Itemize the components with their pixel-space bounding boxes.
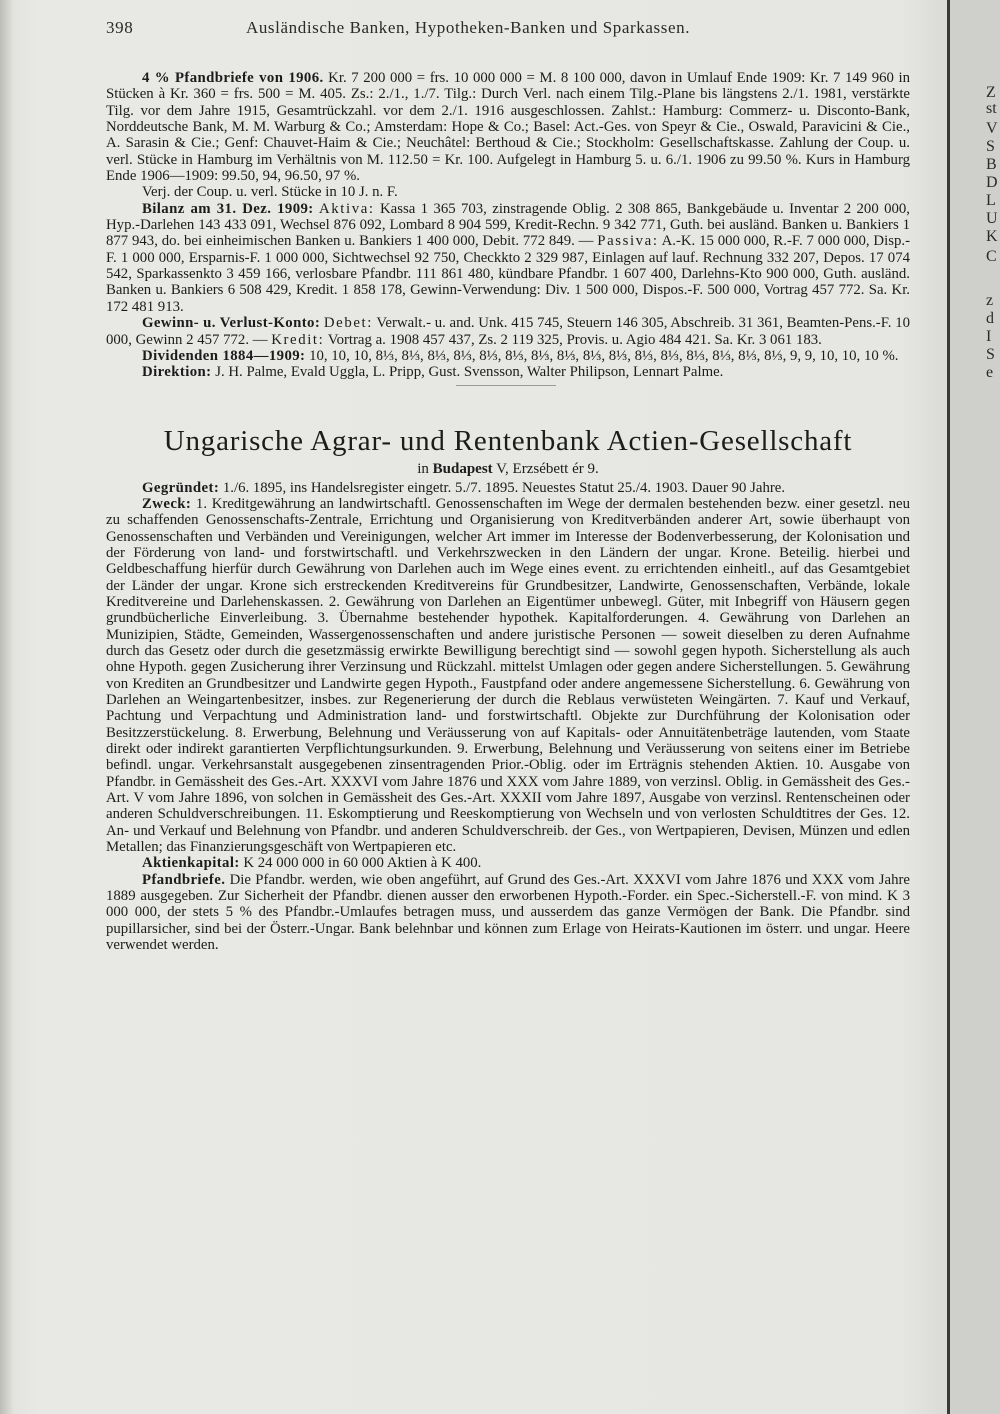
next-page-fragment: st: [986, 100, 997, 117]
debet-label: Debet:: [323, 315, 373, 332]
adjacent-page-edge: [950, 0, 1000, 1414]
guv-paragraph: [106, 315, 910, 348]
aktiva-label: Aktiva:: [319, 200, 375, 217]
dividenden-paragraph: [106, 348, 910, 364]
entry-location: [106, 460, 910, 478]
bilanz-paragraph: [106, 201, 910, 315]
gegruendet-text: 1./6. 1895, ins Handelsregister eingetr. 5./7. 1895. Neuestes Statut 25./4. 1903. Dauer 90 Jahre.: [219, 479, 786, 496]
direktion-label: Direktion:: [142, 364, 212, 381]
next-page-fragment: D: [986, 174, 998, 191]
pfandbriefe-text: Die Pfandbr. werden, wie oben angeführt, auf Grund des Ges.-Art. XXXVI vom Jahre 1876 und XXX vom Jahre 1889 ausgegeben. Zur Sicherheit der Pfandbr. dienen ausser den erworbenen Hypoth.-Forder. ein Spec.-Sicherstell.-F. von mind. K 3 000 000, der stets 5 % des Pfandbr.-Umlaufes betragen muss, und ausserdem das ganze Vermögen der Bank. Die Pfandbr. sind pupillarsicher, sind bei der Österr.-Ungar. Bank belehnbar und können zum Erlage von Heirats-Kautionen im österr. und ungar. Heere verwendet werden.: [106, 871, 910, 954]
aktienkapital-paragraph: [106, 855, 910, 871]
next-page-fragment: Z: [986, 84, 996, 101]
running-title: Ausländische Banken, Hypotheken-Banken und Sparkassen.: [245, 18, 691, 37]
next-page-fragment: L: [986, 192, 996, 209]
next-page-fragment: V: [986, 120, 998, 137]
next-page-fragment: B: [986, 156, 997, 173]
aktienkapital-text: K 24 000 000 in 60 000 Aktien à K 400.: [239, 855, 482, 872]
zweck-label: Zweck:: [142, 495, 192, 512]
guv-label: Gewinn- u. Verlust-Konto:: [142, 315, 321, 332]
pfandbriefe-1906-label: 4 % Pfandbriefe von 1906.: [142, 70, 324, 86]
gegruendet-paragraph: [106, 480, 910, 496]
dividenden-label: Dividenden 1884—1909:: [142, 347, 306, 364]
page-header: [106, 18, 910, 38]
section-divider: [456, 385, 556, 386]
aktiva-text: Kassa 1 365 703, zinstragende Oblig. 2 308 865, Bankgebäude u. Inventar 2 200 000, Hyp.-Darlehen 143 433 091, Wechsel 876 092, Lombard 8 904 599, Kredit-Rechn. 9 342 771, Guth. bei ausländ. Banken u. Bankiers 1 877 943, do. bei einheimischen Banken u. Bankiers 1 400 000, Debit. 772 849. —: [106, 200, 910, 250]
next-page-fragment: U: [986, 210, 998, 227]
location-prefix: in: [417, 460, 433, 477]
next-page-fragment: I: [986, 328, 992, 345]
next-page-fragment: e: [986, 364, 994, 381]
kredit-text: Vortrag a. 1908 457 437, Zs. 2 119 325, Provis. u. Agio 484 421. Sa. Kr. 3 061 183.: [324, 331, 822, 348]
pfandbriefe-1906-text: Kr. 7 200 000 = frs. 10 000 000 = M. 8 100 000, davon in Umlauf Ende 1909: Kr. 7 149 960 in Stücken à Kr. 360 = frs. 500 = M. 405. Zs.: 2./1., 1./7. Tilg.: Durch Verl. nach einem Tilg.-Plane bis längstens 2./1. 1981, verstärkte Tilg. vor dem Jahre 1915, Gesamtrückzahl. vor dem 2./1. 1916 ausgeschlossen. Zahlst.: Hamburg: Commerz- u. Disconto-Bank, Norddeutsche Bank, M. M. Warburg & Co.; Amsterdam: Hope & Co.; Basel: Act.-Ges. von Speyr & Cie., Oswald, Paravicini & Cie., A. Sarasin & Cie.; Genf: Chauvet-Haim & Cie.; Neuchâtel: Berthoud & Cie.; Stockholm: Gesellschaftskasse. Zahlung der Coup. u. verl. Stücke in Hamburg im Verhältnis von M. 112.50 = Kr. 100. Aufgelegt in Hamburg 5. u. 6./1. 1906 zu 99.50 %. Kurs in Hamburg Ende 1906—1909: 99.50, 94, 96.50, 97 %.: [106, 70, 910, 185]
direktion-paragraph: [106, 364, 910, 380]
next-page-fragment: S: [986, 138, 995, 155]
zweck-paragraph: [106, 496, 910, 856]
pfandbriefe-1906-paragraph: [106, 70, 910, 184]
passiva-text: A.-K. 15 000 000, R.-F. 7 000 000, Disp.-F. 1 000 000, Ersparnis-F. 1 000 000, Sichtwechsel 92 750, Checkkto 2 329 987, Einlagen auf lauf. Rechnung 332 207, Depos. 17 074 542, Sparkassenkto 3 459 166, verlosbare Pfandbr. 111 861 480, kündbare Pfandbr. 1 607 400, Darlehns-Kto 900 000, Guth. ausländ. Banken u. Bankiers 6 508 429, Kredit. 1 858 178, Gewinn-Verwendung: Div. 1 500 000, Dispos.-F. 500 000, Vortrag 457 772. Sa. Kr. 172 481 913.: [106, 233, 910, 315]
entry-title: Ungarische Agrar- und Rentenbank Actien-Gesellschaft: [163, 424, 853, 457]
next-page-fragment: C: [986, 248, 997, 265]
aktienkapital-label: Aktienkapital:: [142, 855, 240, 872]
verjaehrung-paragraph: Verj. der Coup. u. verl. Stücke in 10 J. n. F.: [142, 184, 398, 201]
debet-text: Verwalt.- u. and. Unk. 415 745, Steuern 146 305, Abschreib. 31 361, Beamten-Pens.-F. 10 000, Gewinn 2 457 772. —: [106, 315, 910, 348]
passiva-label: Passiva:: [597, 233, 659, 250]
dividenden-text: 10, 10, 10, 8⅓, 8⅓, 8⅓, 8⅓, 8⅓, 8⅓, 8⅓, 8⅓, 8⅓, 8⅓, 8⅓, 8⅓, 8⅓, 8⅓, 8⅓, 8⅓, 9, 9, 10, 10, 10 %.: [305, 347, 899, 364]
zweck-text: 1. Kreditgewährung an landwirtschaftl. Genossenschaften im Wege der dermalen bestehenden bezw. einer gesetzl. neu zu schaffenden Genossenschafts-Zentrale, Errichtung und Organisierung von Kreditverbänden anderer Art, sowie überhaupt von Genossenschaften und Verbänden und Vereinigungen, welcher Art immer im Interesse der Bodenverbesserung, der Kolonisation und der Förderung von land- und forstwirtschaftl. und Verkehrszwecken in den Ländern der ungar. Krone. Beteilig. hierbei und Geldbeschaffung hierfür durch Gewährung von Darlehen auch im Wege eines event. zu errichtenden einheitl., auf das Gesamtgebiet der Länder der ungar. Krone sich erstreckenden Kreditvereins für Grundbesitzer, Landwirte, Genossenschaften, Verbände, lokale Kreditvereine und Darlehenskassen. 2. Gewährung von Darlehen an Eigentümer unbewegl. Güter, mit Inbegriff von Häusern gegen grundbücherliche Einverleibung. 3. Übernahme bestehender hypothek. Kapitalforderungen. 4. Gewährung von Darlehen an Munizipien, Städte, Gemeinden, Wassergenossenschaften und andere juristische Personen — soweit dieselben zu deren Aufnahme durch das Gesetz oder durch die gesetzmässig erwirkte Bewilligung berechtigt sind — sowohl gegen hypoth. Sicherstellung als auch ohne Hypoth. gegen Zusicherung ihrer Verzinsung und Rückzahl. mittelst Umlagen oder gegen andere Sicherstellungen. 5. Gewährung von Krediten an Grundbesitzer und Landwirte gegen Hypoth., Faustpfand oder andere angemessene Sicherstellung. 6. Gewährung von Darlehen an Weingartenbesitzer, insbes. zur Regenerierung der durch die Reblaus verwüsteten Weingärten. 7. Kauf und Verkauf, Pachtung und Verpachtung und Administration land- und forstwirtschaftl. Objekte zur Durchführung der Kolonisation oder Besitzzerstückelung. 8. Erwerbung, Belehnung und Veräusserung von auf Kapitals- oder Annuitätenbeträge lautenden, vom Staate direkt oder indirekt garantierten Verpflichtungsurkunden. 9. Erwerbung, Belehnung und Veräusserung von seitens einer im Betriebe befindl. ungar. Verkehrsanstalt ausgegebenen zinsentragenden Prior.-Oblig. oder im Erträgnis stehenden Aktien. 10. Ausgabe von Pfandbr. in Gemässheit des Ges.-Art. XXXVI vom Jahre 1876 und XXX vom Jahre 1889, von verzinsl. Oblig. in Gemässheit des Ges.-Art. V vom Jahre 1896, von solchen in Gemässheit des Ges.-Art. XXXII vom Jahre 1897, Ausgabe von verzinsl. Rentenscheinen oder anderen Schuldverschreibungen. 11. Eskomptierung und Reeskomptierung von Wechseln und von verlosten Schuldtitres der Ges. 12. An- und Verkauf und Belehnung von Pfandbr. und anderen Schuldverschreib. der Ges., von Wertpapieren, Devisen, Münzen und edlen Metallen; das Finanzierungsgeschäft von Wertpapieren etc.: [106, 495, 910, 856]
pfandbriefe-paragraph: [106, 872, 910, 954]
page-number: 398: [106, 18, 134, 37]
direktion-text: J. H. Palme, Evald Uggla, L. Pripp, Gust. Svensson, Walter Philipson, Lennart Palme.: [211, 364, 724, 381]
text-column: [106, 18, 910, 954]
location-city: Budapest: [432, 460, 493, 477]
bilanz-label: Bilanz am 31. Dez. 1909:: [142, 200, 314, 217]
gegruendet-label: Gegründet:: [142, 479, 220, 496]
next-page-fragment: S: [986, 346, 995, 363]
location-address: V, Erzsébett ér 9.: [492, 460, 599, 477]
kredit-label: Kredit:: [271, 331, 325, 348]
next-page-fragment: K: [986, 228, 998, 245]
next-page-fragment: z: [986, 292, 994, 309]
next-page-fragment: d: [986, 310, 994, 327]
pfandbriefe-label: Pfandbriefe.: [142, 871, 226, 888]
